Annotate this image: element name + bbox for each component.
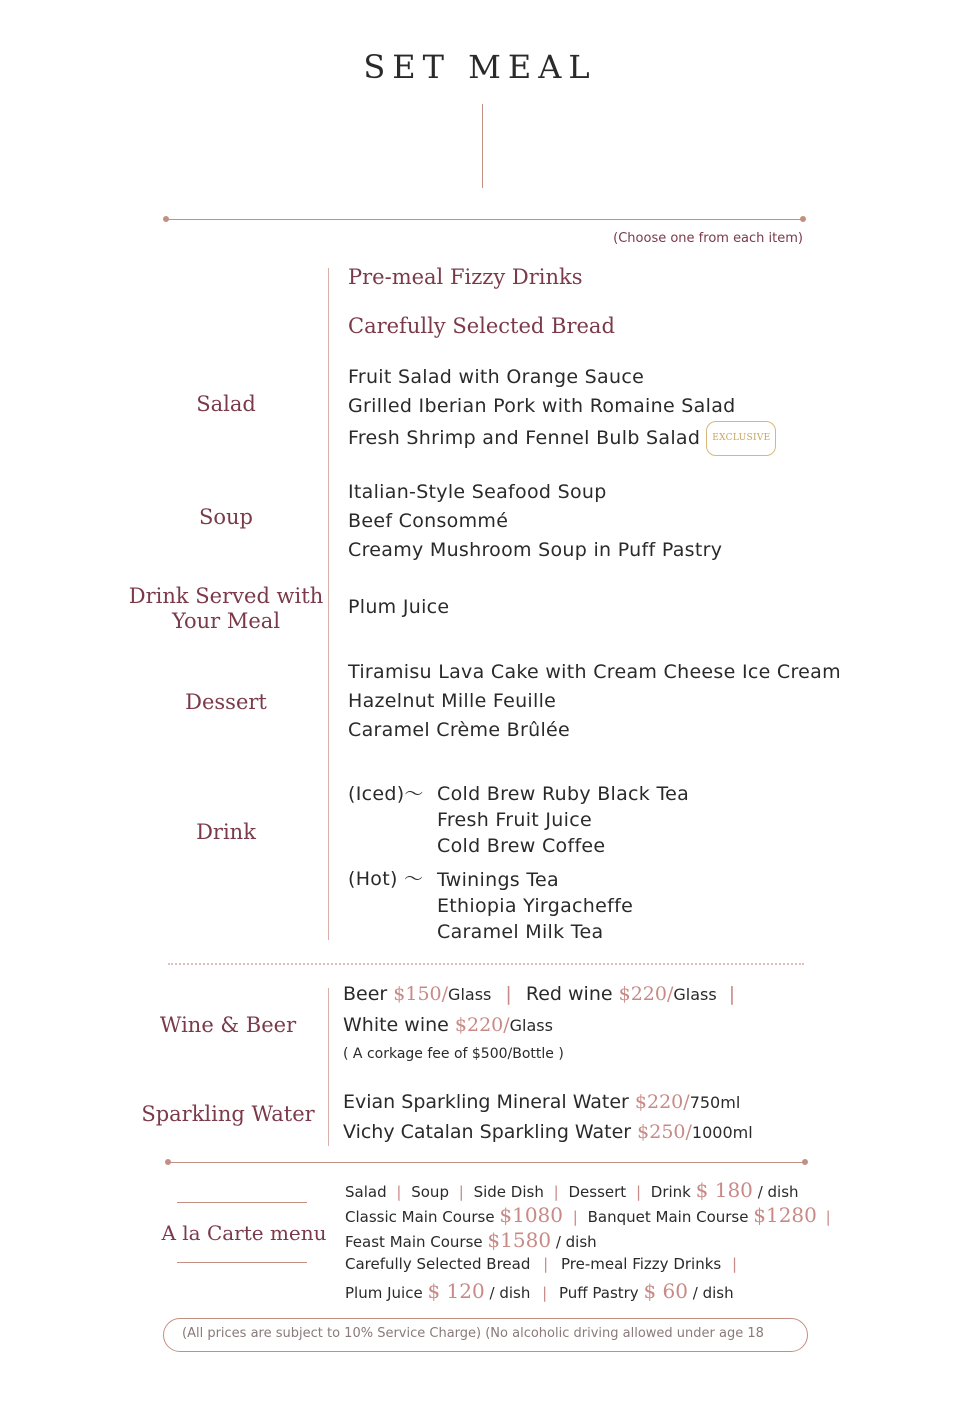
title-divider — [482, 104, 483, 188]
alacarte-line-5: Plum Juice $ 120 / dish | Puff Pastry $ 60 / dish — [345, 1279, 734, 1303]
footer-note: (All prices are subject to 10% Service Charge) (No alcoholic driving allowed under age 18 — [182, 1326, 764, 1341]
list-item: Italian-Style Seafood Soup — [348, 481, 607, 503]
alacarte-line-2: Classic Main Course $1080 | Banquet Main Course $1280 | — [345, 1203, 831, 1227]
wine-line-2: White wine $220/Glass — [343, 1014, 553, 1036]
category-drink-with-meal: Drink Served with Your Meal — [128, 584, 324, 633]
list-item: Tiramisu Lava Cake with Cream Cheese Ice Cream — [348, 661, 841, 683]
alacarte-rule-bottom — [177, 1262, 307, 1263]
sparkling-line-1: Evian Sparkling Mineral Water $220/750ml — [343, 1091, 741, 1113]
category-alacarte: A la Carte menu — [161, 1221, 327, 1245]
alacarte-rule-top — [177, 1202, 307, 1203]
top-rule — [166, 219, 802, 220]
list-item: Fresh Shrimp and Fennel Bulb Salad EXCLUSIVE — [348, 421, 776, 456]
hot-label: (Hot) ～ — [348, 868, 424, 890]
headline-bread: Carefully Selected Bread — [348, 314, 615, 338]
column-divider — [328, 268, 329, 940]
soup-list — [348, 478, 722, 565]
drink-with-meal-item: Plum Juice — [348, 596, 450, 618]
alacarte-line-1: Salad | Soup | Side Dish | Dessert | Drink $ 180 / dish — [345, 1178, 799, 1202]
list-item: Twinings Tea — [437, 869, 559, 891]
column-divider — [328, 988, 329, 1146]
headline-fizzy: Pre-meal Fizzy Drinks — [348, 265, 583, 289]
list-item: Fruit Salad with Orange Sauce — [348, 366, 645, 388]
corkage-note: ( A corkage fee of $500/Bottle ) — [343, 1046, 564, 1062]
wine-line-1: Beer $150/Glass | Red wine $220/Glass | — [343, 983, 736, 1005]
list-item: Beef Consommé — [348, 510, 509, 532]
list-item: Grilled Iberian Pork with Romaine Salad — [348, 395, 736, 417]
category-drink: Drink — [196, 820, 256, 844]
sparkling-line-2: Vichy Catalan Sparkling Water $250/1000ml — [343, 1121, 753, 1143]
category-wine-beer: Wine & Beer — [159, 1013, 297, 1037]
page-title: SET MEAL — [363, 48, 597, 86]
list-item: Cold Brew Ruby Black Tea — [437, 783, 690, 805]
list-item: Cold Brew Coffee — [437, 835, 606, 857]
category-sparkling: Sparkling Water — [141, 1102, 315, 1126]
choose-note: (Choose one from each item) — [613, 231, 803, 246]
list-item: Caramel Crème Brûlée — [348, 719, 571, 741]
list-item: Caramel Milk Tea — [437, 921, 604, 943]
list-item: Fresh Fruit Juice — [437, 809, 592, 831]
dotted-divider — [168, 963, 804, 965]
category-dessert: Dessert — [185, 690, 267, 714]
iced-label: (Iced)～ — [348, 783, 424, 805]
alacarte-line-3: Feast Main Course $1580 / dish — [345, 1228, 597, 1252]
dessert-list — [348, 658, 841, 745]
hot-list — [437, 867, 633, 945]
rule-dot — [800, 216, 806, 222]
list-item: Ethiopia Yirgacheffe — [437, 895, 634, 917]
rule-dot — [802, 1159, 808, 1165]
alacarte-line-4: Carefully Selected Bread | Pre-meal Fizzy Drinks | — [345, 1255, 738, 1273]
iced-list — [437, 781, 689, 859]
list-item: Hazelnut Mille Feuille — [348, 690, 557, 712]
category-soup: Soup — [199, 505, 253, 529]
list-item: Creamy Mushroom Soup in Puff Pastry — [348, 539, 723, 561]
exclusive-badge: EXCLUSIVE — [706, 421, 776, 456]
middle-rule — [168, 1162, 804, 1163]
category-salad: Salad — [196, 392, 256, 416]
salad-list — [348, 363, 776, 456]
